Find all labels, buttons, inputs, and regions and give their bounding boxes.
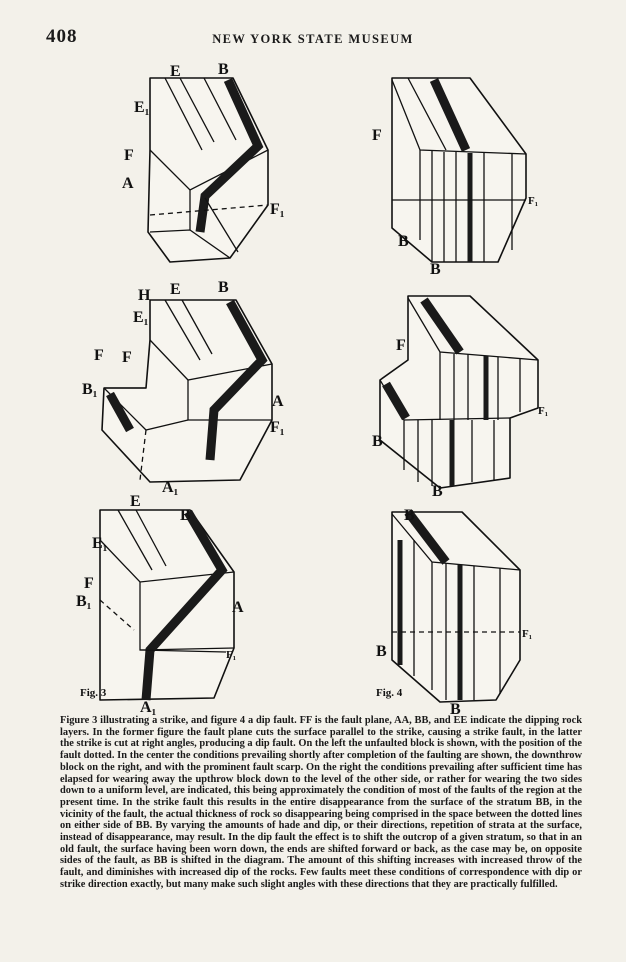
fig3-block-bottom: [100, 510, 237, 700]
label-F1-mid: F₁: [270, 419, 285, 436]
running-head: NEW YORK STATE MUSEUM: [212, 32, 414, 46]
label-B-fig4-top: B: [398, 233, 409, 250]
label-F-fig4-top: F: [372, 127, 382, 144]
label-F2-mid: F: [122, 349, 132, 366]
label-A1-mid: A₁: [162, 479, 179, 496]
fig3-block-middle: [102, 300, 272, 482]
caption-text: FF is the fault plane, AA, BB, and EE indicate the dipping rock layers. In the former figure the fault plane cuts the surface parallel to the strike, causing a strike fault, in the latter the strike is cut at right angles, producing a dip fault. On the left the unfaulted block is shown, with the position of the fault dotted. In the center the conditions prevailing shortly after completion of the faulting are shown, the downthrow block on the right, and with the prominent fault scarp. On the right the conditions prevailing after sufficient time has elapsed for wearing away the upthrow block down to the level of the other side, or rather for wearing the two sides down to a uniform level, are indicated, this being approximately the condition of most of the faults of the region at the present time. In the strike fault this results in the entire disappearance from the surface of the stratum BB, in the vicinity of the fault, the actual thickness of rock so disappearing being comprised in the space between the dotted lines on either side of BB. By varying the amounts of hade and dip, or their directions, repetition of strata at the surface, instead of disappearance, may result. In the dip fault the effect is to shift the outcrop of a given stratum, so that in an old fault, the surface having been worn down, the ends are shifted forward or back, as the case may be, on opposite sides of the fault, as BB is shifted in the diagram. The amount of this shifting increases with increased throw of the fault, and diminishes with increased dip of the rocks. Few faults meet these conditions of correspondence with dip or strike direction exactly, but many make such slight angles with these directions that they are practically fulfilled.: [60, 715, 582, 890]
label-F-mid: F: [94, 347, 104, 364]
label-E-mid: E: [170, 281, 181, 298]
label-B-fig4-bot: B: [404, 507, 415, 524]
caption-lead: Figure 3 illustrating a strike, and figure 4 a dip fault.: [60, 715, 297, 726]
figure-caption: [60, 715, 582, 891]
fig4-block-top: [392, 78, 526, 262]
label-F1-top: F₁: [270, 201, 285, 218]
label-E1-top: E₁: [134, 99, 150, 116]
fig3-block-top: [148, 78, 268, 262]
label-B2-fig4-mid: B: [432, 483, 443, 500]
label-A-top: A: [122, 175, 134, 192]
label-E-top: E: [170, 63, 181, 80]
label-F-fig4-mid: F: [396, 337, 406, 354]
label-B2-fig4-top: B: [430, 261, 441, 278]
fig4-block-bottom: [392, 512, 520, 702]
label-F-top: F: [124, 147, 134, 164]
label-B-fig4-mid: B: [372, 433, 383, 450]
label-F1-fig4-bot: F₁: [522, 628, 533, 640]
fig3-label: Fig. 3: [80, 687, 107, 699]
label-B1-bot: B₁: [76, 593, 92, 610]
label-A-mid: A: [272, 393, 284, 410]
label-F1-fig4-mid: F₁: [538, 405, 549, 417]
fig4-block-middle: [380, 296, 538, 488]
label-B-top: B: [218, 61, 229, 78]
label-B-mid: B: [218, 279, 229, 296]
label-A-bot: A: [232, 599, 244, 616]
label-F1-fig4-top: F₁: [528, 195, 539, 207]
label-B1-mid: B₁: [82, 381, 98, 398]
fig4-label: Fig. 4: [376, 687, 403, 699]
label-F1-bot: F₁: [226, 649, 237, 661]
label-F-bot: F: [84, 575, 94, 592]
label-E-bot: E: [130, 493, 141, 510]
label-A1-bot: A₁: [140, 699, 157, 715]
label-E1-bot: E₁: [92, 535, 108, 552]
page-number: 408: [46, 26, 78, 47]
label-B2-fig4-bot: B: [376, 643, 387, 660]
label-H-mid: H: [138, 287, 151, 304]
label-B-bot: B: [180, 507, 191, 524]
label-E1-mid: E₁: [133, 309, 149, 326]
label-B3-fig4-bot: B: [450, 701, 461, 715]
